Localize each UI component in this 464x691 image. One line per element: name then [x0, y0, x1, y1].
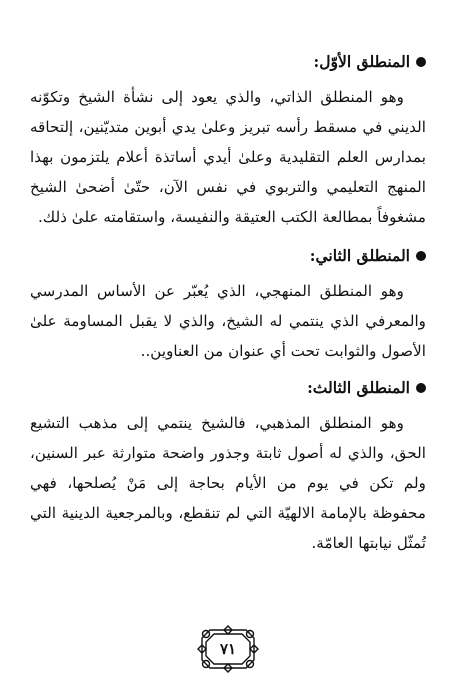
page-number-ornament: [196, 624, 260, 674]
section-heading-text: المنطلق الثالث:: [307, 378, 410, 397]
bullet-icon: [416, 383, 426, 393]
section-heading: [30, 246, 426, 266]
section-heading: [30, 52, 426, 72]
page-number: ٧١: [219, 640, 237, 658]
section-paragraph: وهو المنطلق الذاتي، والذي يعود إلى نشأة الشيخ وتكوّنه الديني في مسقط رأسه تبريز وعلىٰ يدي أبوين متديّنين، إلتحاقه بمدارس العلم التقليدية وعلىٰ أيدي أساتذة أعلام يلتزمون بهذا المنهج التعليمي والتربوي في نفس الآن، حتّىٰ أضحىٰ الشيخ مشغوفاً بمطالعة الكتب العتيقة والنفيسة، واستقامته علىٰ ذلك.: [30, 88, 426, 226]
page-content: [30, 52, 426, 570]
bullet-icon: [416, 251, 426, 261]
section-second-premise: [30, 246, 426, 366]
section-paragraph: وهو المنطلق المنهجي، الذي يُعبّر عن الأساس المدرسي والمعرفي الذي ينتمي له الشيخ، والذي لا يقبل المساومة علىٰ الأصول والثوابت تحت أي عنوان من العناوين..: [30, 282, 426, 360]
section-heading: [30, 378, 426, 398]
section-heading-text: المنطلق الأوّل:: [313, 52, 410, 71]
bullet-icon: [416, 57, 426, 67]
section-paragraph: وهو المنطلق المذهبي، فالشيخ ينتمي إلى مذهب التشيع الحق، والذي له أصول ثابتة وجذور واضحة متوارثة عبر السنين، ولم تكن في يوم من الأيام بحاجة إلى مَنْ يُصلحها، فهي محفوظة بالإمامة الالهيّة التي لم تنقطع، وبالمرجعية الدينية التي تُمثّل نيابتها العامّة.: [30, 414, 426, 552]
section-third-premise: [30, 378, 426, 558]
section-first-premise: [30, 52, 426, 232]
section-heading-text: المنطلق الثاني:: [309, 246, 410, 265]
